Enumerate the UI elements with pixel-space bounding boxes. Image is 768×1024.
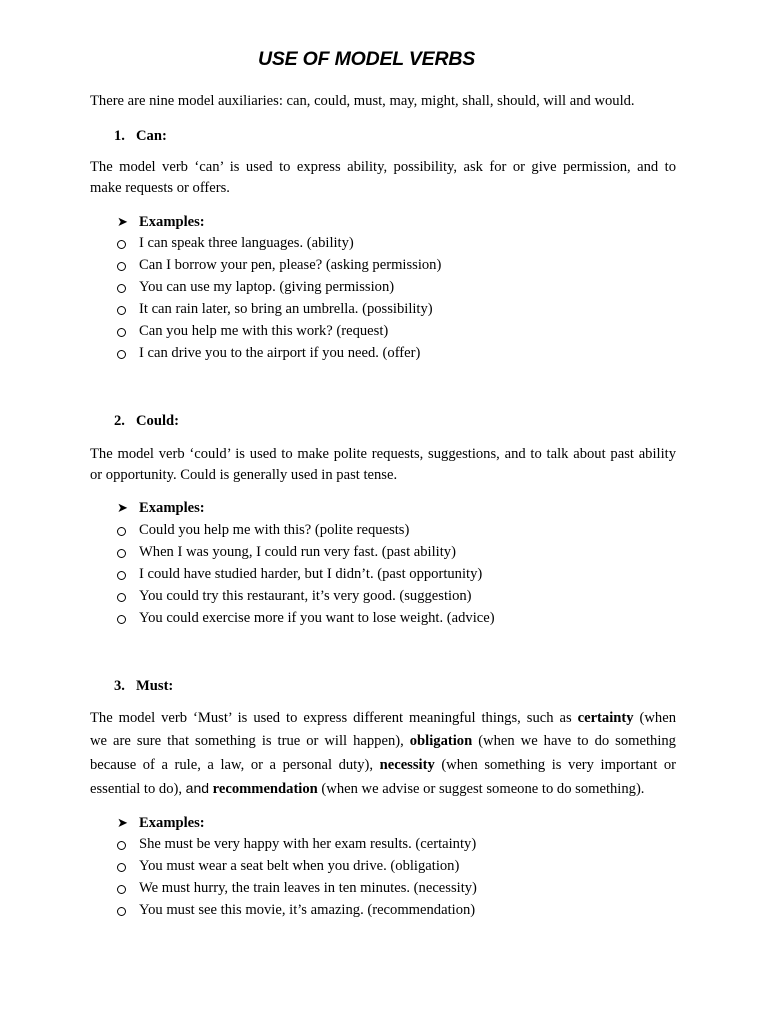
examples-list-could [114,521,495,631]
circle-bullet-icon [117,615,126,624]
text-run: essential to do), [90,780,186,797]
examples-label: Examples: [139,214,205,230]
circle-bullet-icon [117,885,126,894]
list-item [114,857,477,879]
circle-bullet-icon [117,350,126,359]
example-text: Can you help me with this work? (request) [139,323,389,339]
section-heading-can [114,128,167,145]
list-item [114,521,495,543]
list-item [114,543,495,565]
list-item [114,879,477,901]
list-item [114,587,495,609]
section-title: Must: [136,678,174,694]
circle-bullet-icon [117,306,126,315]
example-text: You must see this movie, it’s amazing. (recommendation) [139,902,476,918]
example-text: I could have studied harder, but I didn’t. (past opportunity) [139,566,483,582]
text-run: The model verb ‘Must’ is used to express different meaningful things, such as [90,710,578,726]
circle-bullet-icon [117,593,126,602]
example-text: You must wear a seat belt when you drive. (obligation) [139,858,460,874]
example-text: She must be very happy with her exam results. (certainty) [139,836,477,852]
section-heading-must [114,678,173,695]
section-number: 2. [114,413,125,429]
list-item [114,901,477,923]
list-item [114,344,441,366]
text-run: because of a rule, a law, or a personal duty), [90,756,380,773]
examples-label: Examples: [139,500,205,516]
examples-list-can [114,234,441,366]
list-item [114,256,441,278]
examples-list-must [114,835,477,923]
list-item [114,565,495,587]
emphasis-certainty: certainty [577,710,634,726]
example-text: Could you help me with this? (polite requests) [139,522,410,538]
circle-bullet-icon [117,240,126,249]
emphasis-recommendation: recommendation [209,780,318,797]
arrow-bullet-icon: ➤ [117,816,128,831]
example-text: You can use my laptop. (giving permission) [139,279,395,295]
section-paragraph-could [90,446,676,488]
circle-bullet-icon [117,328,126,337]
text-run: we are sure that something is true or will happen), [90,733,410,750]
text-run: (when [633,710,676,726]
section-number: 1. [114,128,125,144]
example-text: It can rain later, so bring an umbrella. (possibility) [139,301,433,317]
list-item [114,278,441,300]
examples-label: Examples: [139,815,205,831]
section-heading-could [114,413,179,430]
examples-heading [117,815,205,832]
circle-bullet-icon [117,907,126,916]
section-number: 3. [114,678,125,694]
example-text: We must hurry, the train leaves in ten minutes. (necessity) [139,880,477,896]
paragraph-line: The model verb ‘could’ is used to make polite requests, suggestions, and to talk about past ability [90,446,676,462]
intro-paragraph: There are nine model auxiliaries: can, could, must, may, might, shall, should, will and would. [90,93,635,109]
section-paragraph-can [90,159,676,201]
section-title: Can: [136,128,167,144]
circle-bullet-icon [117,262,126,271]
paragraph-line [90,780,676,803]
example-text: I can speak three languages. (ability) [139,235,354,251]
paragraph-line: or opportunity. Could is generally used in past tense. [90,467,398,483]
list-item [114,234,441,256]
emphasis-necessity: necessity [379,756,435,773]
circle-bullet-icon [117,284,126,293]
circle-bullet-icon [117,863,126,872]
text-run: (when we have to do something [472,733,676,750]
circle-bullet-icon [117,841,126,850]
emphasis-obligation: obligation [409,733,473,750]
paragraph-line [90,710,676,733]
circle-bullet-icon [117,527,126,536]
text-run: (when something is very important or [434,756,676,773]
arrow-bullet-icon: ➤ [117,215,128,230]
example-text: Can I borrow your pen, please? (asking permission) [139,257,442,273]
paragraph-line [90,757,676,780]
example-text: You could exercise more if you want to lose weight. (advice) [139,610,495,626]
section-title: Could: [136,413,179,429]
examples-heading [117,214,205,231]
paragraph-line: The model verb ‘can’ is used to express ability, possibility, ask for or give permission, and to [90,159,676,175]
paragraph-line [90,733,676,756]
example-text: I can drive you to the airport if you need. (offer) [139,345,421,361]
list-item [114,322,441,344]
circle-bullet-icon [117,549,126,558]
page-title: USE OF MODEL VERBS [257,48,476,70]
list-item [114,300,441,322]
list-item [114,609,495,631]
example-text: When I was young, I could run very fast. (past ability) [139,544,456,560]
arrow-bullet-icon: ➤ [117,501,128,516]
text-run: (when we advise or suggest someone to do something). [317,780,645,797]
list-item [114,835,477,857]
section-paragraph-must [90,710,676,803]
text-run: and [185,779,210,796]
examples-heading [117,500,205,517]
paragraph-line: make requests or offers. [90,180,230,196]
example-text: You could try this restaurant, it’s very good. (suggestion) [139,588,472,604]
circle-bullet-icon [117,571,126,580]
